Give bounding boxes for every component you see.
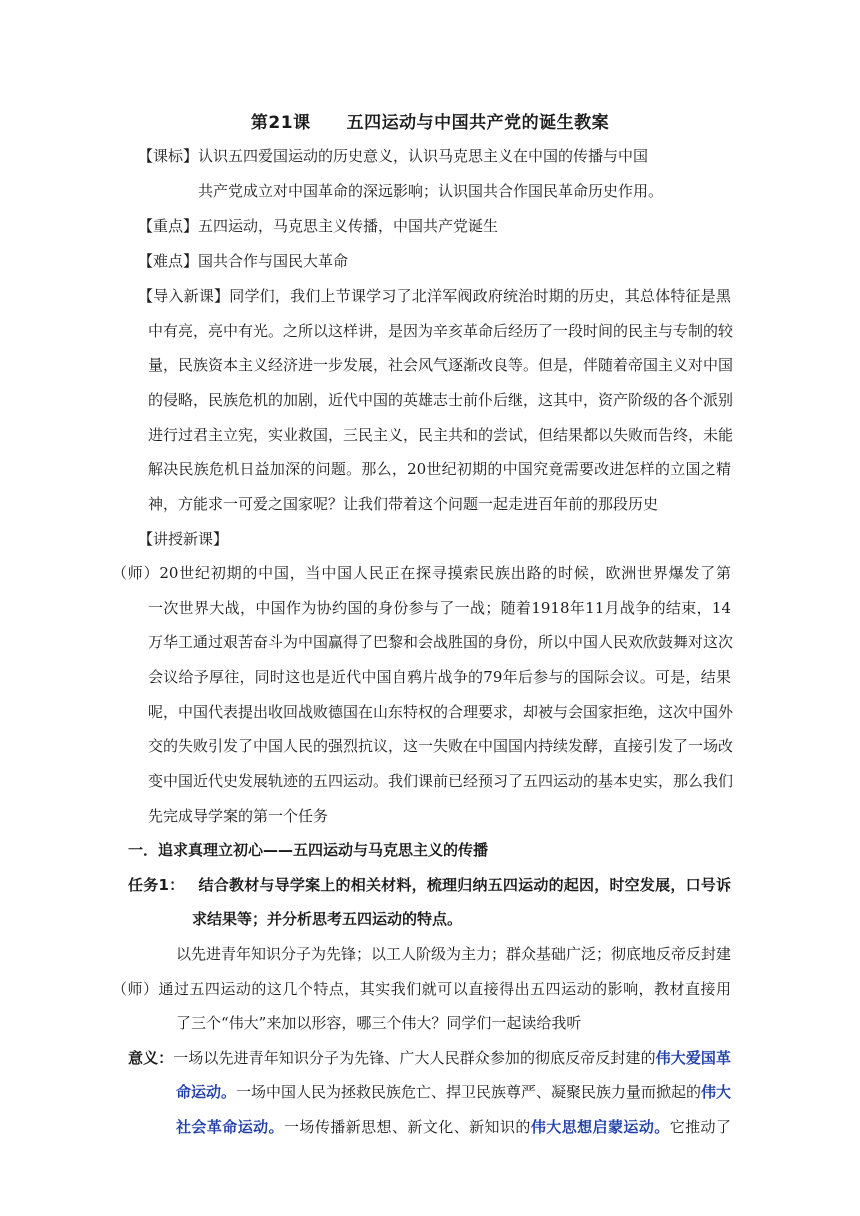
daoru-line-7: 神，方能求一可爱之国家呢？让我们带着这个问题一起走进百年前的那段历史 — [148, 495, 659, 513]
shi2-prefix: （师） — [112, 980, 159, 998]
shi1-line-3: 万华工通过艰苦奋斗为中国赢得了巴黎和会战胜国的身份，所以中国人民欢欣鼓舞对这次 — [148, 633, 734, 651]
highlight-patriotic: 伟大爱国革 — [655, 1049, 731, 1067]
shi1-prefix: （师） — [112, 564, 160, 582]
lesson-number: 第21课 — [250, 113, 311, 133]
yiyi-label: 意义： — [128, 1049, 174, 1067]
daoru-line-1: 【导入新课】同学们，我们上节课学习了北洋军阀政府统治时期的历史，其总体特征是黑 — [138, 287, 731, 305]
highlight-social: 伟大 — [701, 1083, 732, 1101]
shi1-line-2: 一次世界大战，中国作为协约国的身份参与了一战；随着1918年11月战争的结束，14 — [148, 599, 731, 617]
shi1-line-6: 交的失败引发了中国人民的强烈抗议，这一失败在中国国内持续发酵，直接引发了一场改 — [148, 737, 734, 755]
nandian-label: 【难点】 — [138, 252, 199, 270]
shi1-line-8: 先完成导学案的第一个任务 — [148, 807, 329, 825]
daoru-line-3: 量，民族资本主义经济进一步发展，社会风气逐渐改良等。但是，伴随着帝国主义对中国 — [148, 356, 734, 374]
kebiao-line-2: 共产党成立对中国革命的深远影响；认识国共合作国民革命历史作用。 — [198, 182, 664, 200]
kebiao-line-1: 【课标】认识五四爱国运动的历史意义，认识马克思主义在中国的传播与中国 — [138, 147, 649, 165]
shi2-line-1: （师）通过五四运动的这几个特点，其实我们就可以直接得出五四运动的影响，教材直接用 — [112, 980, 731, 998]
shi1-line-4: 会议给予厚往，同时这也是近代中国自鸦片战争的79年后参与的国际会议。可是，结果 — [148, 668, 731, 686]
task1-label: 任务1： — [128, 876, 185, 894]
zhongdian-label: 【重点】 — [138, 217, 199, 235]
section-heading-1: 一．追求真理立初心——五四运动与马克思主义的传播 — [128, 841, 489, 859]
daoru-label: 【导入新课】 — [138, 287, 230, 305]
daoru-line-2: 中有亮，亮中有光。之所以这样讲，是因为辛亥革命后经历了一段时间的民主与专制的较 — [148, 322, 734, 340]
lesson-name: 五四运动与中国共产党的诞生教案 — [346, 113, 610, 133]
yiyi-line-1: 意义：一场以先进青年知识分子为先锋、广大人民群众参加的彻底反帝反封建的伟大爱国革 — [128, 1049, 731, 1067]
shi2-line-2: 了三个“伟大”来加以形容，哪三个伟大？同学们一起读给我听 — [176, 1014, 582, 1032]
jiangshou-label: 【讲授新课】 — [138, 530, 229, 548]
shi1-line-1: （师）20世纪初期的中国，当中国人民正在探寻摸索民族出路的时候，欧洲世界爆发了第 — [112, 564, 731, 582]
shi1-line-7: 变中国近代史发展轨迹的五四运动。我们课前已经预习了五四运动的基本史实，那么我们 — [148, 772, 734, 790]
task1-line-1: 任务1： 结合教材与导学案上的相关材料，梳理归纳五四运动的起因，时空发展，口号诉 — [128, 876, 732, 894]
shi1-line-5: 呢，中国代表提出收回战败德国在山东特权的合理要求，却被与会国家拒绝，这次中国外 — [148, 703, 734, 721]
zhongdian-line: 【重点】五四运动，马克思主义传播，中国共产党诞生 — [138, 217, 499, 235]
daoru-line-6: 解决民族危机日益加深的问题。那么，20世纪初期的中国究竟需要改进怎样的立国之精 — [148, 460, 731, 478]
nandian-line: 【难点】国共合作与国民大革命 — [138, 252, 349, 270]
daoru-line-5: 进行过君主立宪，实业救国，三民主义，民主共和的尝试，但结果都以失败而告终，未能 — [148, 426, 734, 444]
yiyi-line-2: 命运动。一场中国人民为拯救民族危亡、捍卫民族尊严、凝聚民族力量而掀起的伟大 — [176, 1083, 732, 1101]
kebiao-label: 【课标】 — [138, 147, 199, 165]
page-title — [0, 108, 860, 133]
highlight-enlightenment: 伟大思想启蒙运动。 — [530, 1118, 670, 1136]
yiyi-line-3: 社会革命运动。一场传播新思想、新文化、新知识的伟大思想启蒙运动。它推动了 — [176, 1118, 731, 1136]
task1-line-2: 求结果等；并分析思考五四运动的特点。 — [192, 910, 463, 928]
features-line: 以先进青年知识分子为先锋；以工人阶级为主力；群众基础广泛；彻底地反帝反封建 — [176, 945, 732, 963]
daoru-line-4: 的侵略，民族危机的加剧，近代中国的英雄志士前仆后继，这其中，资产阶级的各个派别 — [148, 391, 734, 409]
